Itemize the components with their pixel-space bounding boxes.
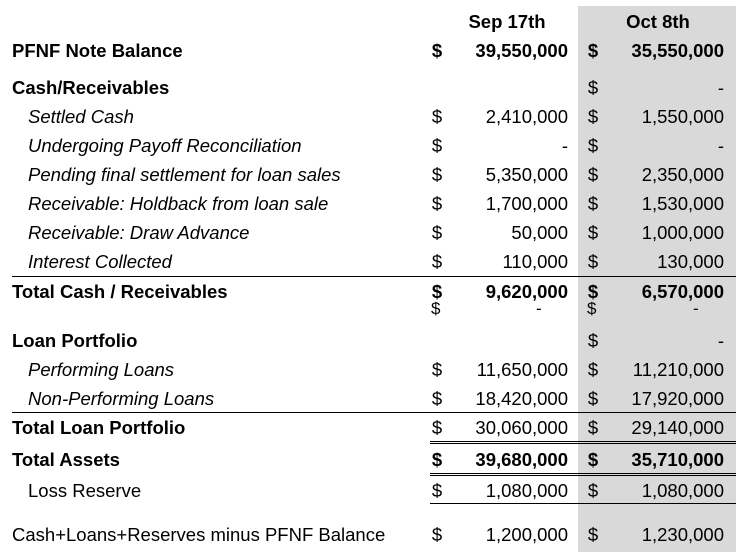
value-oct: 1,530,000 — [641, 193, 724, 214]
currency-sign: $ — [431, 193, 443, 214]
row-draw-advance — [0, 218, 736, 247]
value-oct: 35,710,000 — [631, 449, 724, 470]
currency-sign: $ — [587, 222, 599, 243]
value-sep: 18,420,000 — [475, 388, 568, 409]
currency-sign: $ — [431, 449, 443, 470]
currency-sign: $ — [587, 164, 599, 185]
row-pfnf-note-balance — [0, 36, 736, 65]
value-sep: 11,650,000 — [476, 359, 568, 380]
currency-sign: $ — [587, 480, 599, 501]
value-oct: 6,570,000 — [641, 281, 724, 302]
row-interest-collected — [0, 247, 736, 276]
row-label: Receivable: Holdback from loan sale — [28, 193, 329, 214]
row-label: Receivable: Draw Advance — [28, 222, 250, 243]
currency-sign: $ — [587, 193, 599, 214]
row-total-loan-portfolio — [0, 413, 736, 442]
value-oct: 1,000,000 — [641, 222, 724, 243]
value-sep: 2,410,000 — [485, 106, 568, 127]
currency-sign: $ — [587, 359, 599, 380]
currency-sign: $ — [587, 135, 599, 156]
row-label: Settled Cash — [28, 106, 134, 127]
currency-sign: $ — [587, 388, 599, 409]
double-rule-top — [430, 473, 736, 474]
row-non-performing-loans — [0, 384, 736, 413]
currency-sign: $ — [431, 251, 443, 272]
row-label: Total Assets — [12, 449, 120, 470]
currency-sign: $ — [431, 135, 443, 156]
value-sep: 30,060,000 — [475, 417, 568, 438]
value-oct: 11,210,000 — [632, 359, 724, 380]
row-holdback — [0, 189, 736, 218]
currency-sign: $ — [431, 388, 443, 409]
value-sep: 50,000 — [511, 222, 568, 243]
row-total-assets — [0, 445, 736, 474]
row-label: Performing Loans — [28, 359, 175, 380]
value-oct: 1,080,000 — [641, 480, 724, 501]
row-label: PFNF Note Balance — [12, 40, 183, 61]
row-cash-receivables-header — [0, 73, 736, 102]
row-performing-loans — [0, 355, 736, 384]
value-sep: 1,200,000 — [485, 524, 568, 545]
currency-sign: $ — [587, 77, 599, 98]
row-loan-portfolio-header — [0, 326, 736, 355]
currency-sign: $ — [587, 524, 599, 545]
row-loss-reserve — [0, 476, 736, 505]
row-label: Total Loan Portfolio — [12, 417, 186, 438]
value-oct: 2,350,000 — [641, 164, 724, 185]
value-sep: 9,620,000 — [485, 281, 568, 302]
currency-sign: $ — [587, 281, 599, 302]
row-label: Pending final settlement for loan sales — [28, 164, 341, 185]
subtotal-rule — [430, 503, 736, 504]
currency-sign: $ — [587, 449, 599, 470]
currency-sign: $ — [431, 222, 443, 243]
currency-sign: $ — [431, 164, 443, 185]
value-oct: 17,920,000 — [631, 388, 724, 409]
col-header-sep: Sep 17th — [468, 11, 546, 32]
value-sep: 1,700,000 — [485, 193, 568, 214]
row-label: Cash+Loans+Reserves minus PFNF Balance — [12, 524, 386, 545]
row-net-balance — [0, 520, 736, 549]
value-oct: - — [717, 135, 724, 156]
currency-sign: $ — [431, 417, 443, 438]
value-sep: 39,550,000 — [475, 40, 568, 61]
value-oct: 1,230,000 — [641, 524, 724, 545]
col-header-oct: Oct 8th — [626, 11, 690, 32]
value-oct: - — [717, 330, 724, 351]
section-label: Loan Portfolio — [12, 330, 138, 351]
row-label: Undergoing Payoff Reconciliation — [28, 135, 302, 156]
value-oct-sub: - — [693, 299, 699, 318]
currency-sign: $ — [587, 299, 597, 318]
value-oct: 29,140,000 — [631, 417, 724, 438]
currency-sign: $ — [431, 359, 443, 380]
double-rule-bottom — [430, 443, 736, 444]
currency-sign: $ — [587, 417, 599, 438]
currency-sign: $ — [431, 299, 441, 318]
currency-sign: $ — [587, 106, 599, 127]
row-label: Loss Reserve — [28, 480, 142, 501]
section-label: Cash/Receivables — [12, 77, 170, 98]
value-oct: 35,550,000 — [631, 40, 724, 61]
currency-sign: $ — [587, 330, 599, 351]
value-oct: 1,550,000 — [641, 106, 724, 127]
double-rule-top — [430, 441, 736, 442]
row-label: Interest Collected — [28, 251, 172, 272]
currency-sign: $ — [431, 40, 443, 61]
value-sep: 39,680,000 — [475, 449, 568, 470]
currency-sign: $ — [587, 251, 599, 272]
header-row — [0, 7, 736, 36]
currency-sign: $ — [431, 106, 443, 127]
currency-sign: $ — [587, 40, 599, 61]
value-oct: 130,000 — [657, 251, 724, 272]
value-sep-sub: - — [536, 299, 542, 318]
value-sep: 1,080,000 — [485, 480, 568, 501]
value-sep: 5,350,000 — [485, 164, 568, 185]
value-sep: 110,000 — [502, 251, 568, 272]
row-label: Total Cash / Receivables — [12, 281, 228, 302]
row-total-cash-receivables — [0, 277, 736, 306]
currency-sign: $ — [431, 281, 443, 302]
currency-sign: $ — [431, 524, 443, 545]
row-pending-settlement — [0, 160, 736, 189]
row-undergoing-payoff — [0, 131, 736, 160]
row-settled-cash — [0, 102, 736, 131]
value-sep: - — [561, 135, 568, 156]
currency-sign: $ — [431, 480, 443, 501]
value-oct: - — [717, 77, 724, 98]
row-label: Non-Performing Loans — [28, 388, 215, 409]
